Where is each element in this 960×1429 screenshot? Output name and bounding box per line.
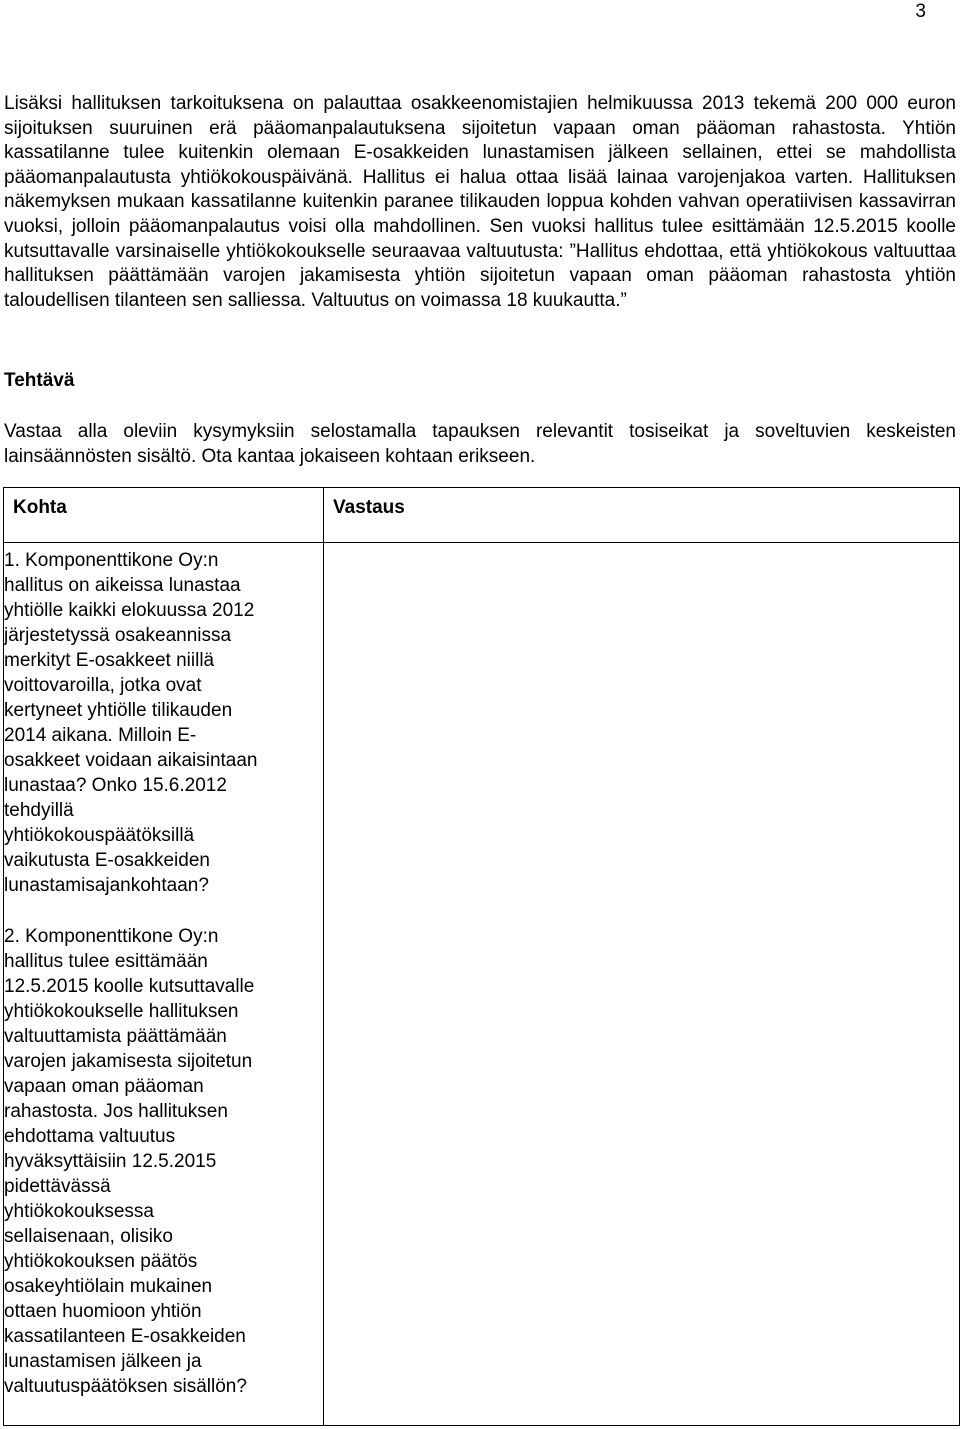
question-1-text: 1. Komponenttikone Oy:n hallitus on aikeissa lunastaa yhtiölle kaikki elokuussa 2012 järjestetyssä osakeannissa merkityt E-osakkeet niillä voittovaroilla, jotka ovat kertyneet yhtiölle tilikauden 2014 aikana. Milloin E- osakkeet voidaan aikaisintaan lunastaa? Onko 15.6.2012 tehdyillä yhtiökokouspäätöksillä vaikutusta E-osakkeiden lunastamisajankohtaan? <box>4 550 258 896</box>
header-kohta: Kohta <box>4 488 324 543</box>
task-heading: Tehtävä <box>4 370 75 391</box>
page-number: 3 <box>915 1 926 22</box>
header-vastaus: Vastaus <box>324 488 960 543</box>
question-cell-1 <box>4 543 324 1426</box>
table-row <box>4 543 960 1426</box>
answer-table <box>3 487 960 1426</box>
question-2-text: 2. Komponenttikone Oy:n hallitus tulee esittämään 12.5.2015 koolle kutsuttavalle yhtiökokoukselle hallituksen valtuuttamista päättämään varojen jakamisesta sijoitetun vapaan oman pääoman rahastosta. Jos hallituksen ehdottama valtuutus hyväksyttäisiin 12.5.2015 pidettävässä yhtiökokouksessa sellaisenaan, olisiko yhtiökokouksen päätös osakeyhtiölain mukainen ottaen huomioon yhtiön kassatilanteen E-osakkeiden lunastamisen jälkeen ja valtuutuspäätöksen sisällön? <box>4 926 255 1397</box>
table-header-row <box>4 488 960 543</box>
answer-cell[interactable] <box>324 543 960 1426</box>
intro-paragraph: Lisäksi hallituksen tarkoituksena on palauttaa osakkeenomistajien helmikuussa 2013 tekemä 200 000 euron sijoituksen suuruinen erä pääomanpalautuksena sijoitetun vapaan oman pääoman rahastosta. Yhtiön kassatilanne tulee kuitenkin olemaan E-osakkeiden lunastamisen jälkeen sellainen, ettei se mahdollista pääomanpalautusta yhtiökokouspäivänä. Hallitus ei halua ottaa lisää lainaa varojenjakoa varten. Hallituksen näkemyksen mukaan kassatilanne kuitenkin paranee tilikauden loppua kohden vahvan operatiivisen kassavirran vuoksi, jolloin pääomanpalautus voisi olla mahdollinen. Sen vuoksi hallitus tulee esittämään 12.5.2015 koolle kutsuttavalle varsinaiselle yhtiökokoukselle seuraavaa valtuutusta: ”Hallitus ehdottaa, että yhtiökokous valtuuttaa hallituksen päättämään varojen jakamisesta yhtiön sijoitetun vapaan oman pääoman rahastosta yhtiön taloudellisen tilanteen sen salliessa. Valtuutus on voimassa 18 kuukautta.” <box>4 93 956 311</box>
task-instruction: Vastaa alla oleviin kysymyksiin selostamalla tapauksen relevantit tosiseikat ja soveltuvien keskeisten lainsäännösten sisältö. Ota kantaa jokaiseen kohtaan erikseen. <box>4 421 956 467</box>
